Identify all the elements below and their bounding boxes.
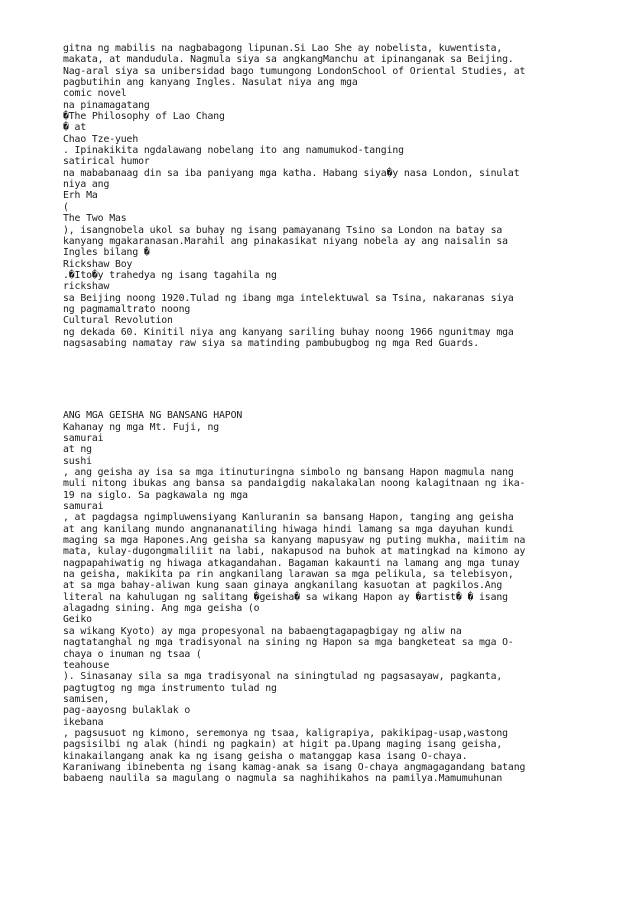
geisha-text-line: alagadng sining. Ang mga geisha (o	[63, 603, 260, 615]
geisha-text-line: , at pagdagsa ngimpluwensiyang Kanluranin sa bansang Hapon, tanging ang geisha	[63, 512, 514, 524]
geisha-text-line: literal na kahulugan ng salitang �geisha� sa wikang Hapon ay �artist� � isang	[63, 591, 508, 603]
lao-she-text-line: The Two Mas	[63, 213, 127, 225]
lao-she-text-line: ng dekada 60. Kinitil niya ang kanyang sariling buhay noong 1966 ngunitmay mga	[63, 326, 514, 338]
geisha-text-line: , pagsusuot ng kimono, seremonya ng tsaa, kaligrapiya, pakikipag-usap,wastong	[63, 727, 508, 739]
document-page	[63, 43, 583, 785]
lao-she-text-line: pagbutihin ang kanyang Ingles. Nasulat niya ang mga	[63, 77, 358, 89]
geisha-text-line: babaeng naulila sa magulang o nagmula sa naghihikahos na pamilya.Mamumuhunan	[63, 773, 503, 785]
geisha-text-line: nagpapahiwatig ng hiwaga atkagandahan. Bagaman kakaunti na lamang ang mga tunay	[63, 557, 520, 569]
geisha-text-line: nagtatanghal ng mga tradisyonal na sining ng Hapon sa mga bangketeat sa mga O-	[63, 637, 514, 649]
geisha-text-line: samurai	[63, 432, 104, 444]
lao-she-text-line: na mababanaag din sa iba paniyang mga katha. Habang siya�y nasa London, sinulat	[63, 167, 520, 179]
geisha-text-line: ikebana	[63, 716, 104, 728]
geisha-text-line: muli nitong ibukas ang bansa sa pandaigdig nakalakalan noong kalagitnaan ng ika-	[63, 478, 526, 490]
lao-she-text-line: sa Beijing noong 1920.Tulad ng ibang mga intelektuwal sa Tsina, nakaranas siya	[63, 292, 514, 304]
geisha-text-line: chaya o inuman ng tsaa (	[63, 648, 202, 660]
geisha-text-line: Kahanay ng mga Mt. Fuji, ng	[63, 421, 220, 433]
lao-she-text-line: rickshaw	[63, 281, 110, 293]
geisha-text-line: pagsisilbi ng alak (hindi ng pagkain) at higit pa.Upang maging isang geisha,	[63, 739, 503, 751]
lao-she-text-line: makata, at mandudula. Nagmula siya sa angkangManchu at ipinanganak sa Beijing.	[63, 54, 514, 66]
geisha-text-line: na geisha, makikita pa rin angkanilang larawan sa mga pelikula, sa telebisyon,	[63, 569, 514, 581]
lao-she-text-line: satirical humor	[63, 156, 150, 168]
geisha-text-line: samisen,	[63, 693, 110, 705]
section-gap	[63, 349, 583, 410]
geisha-text-line: ). Sinasanay sila sa mga tradisyonal na siningtulad ng pagsasayaw, pagkanta,	[63, 671, 503, 683]
geisha-text-line: samurai	[63, 501, 104, 513]
geisha-text-line: mata, kulay-dugongmaliliit na labi, nakapusod na buhok at matingkad na kimono ay	[63, 546, 526, 558]
lao-she-text-line: nagsasabing namatay raw siya sa matinding pambubugbog ng mga Red Guards.	[63, 337, 480, 349]
geisha-text-line: Karaniwang ibinebenta ng isang kamag-anak sa isang O-chaya angmagagandang batang	[63, 761, 526, 773]
geisha-text-line: sa wikang Kyoto) ay mga propesyonal na babaengtagapagbigay ng aliw na	[63, 625, 462, 637]
lao-she-text-line: Rickshaw Boy	[63, 258, 133, 270]
lao-she-text-line: comic novel	[63, 88, 127, 100]
geisha-text-line: teahouse	[63, 659, 110, 671]
lao-she-text-line: Cultural Revolution	[63, 315, 173, 327]
lao-she-text-line: na pinamagatang	[63, 99, 150, 111]
geisha-text-line: ANG MGA GEISHA NG BANSANG HAPON	[63, 410, 243, 422]
geisha-text-line: at ang kanilang mundo angnananatiling hiwaga hindi lamang sa mga dayuhan kundi	[63, 523, 514, 535]
lao-she-text-line: Erh Ma	[63, 190, 98, 202]
geisha-text-line: at ng	[63, 444, 92, 456]
geisha-text-line: , ang geisha ay isa sa mga itinuturingna simbolo ng bansang Hapon magmula nang	[63, 467, 514, 478]
geisha-text-line: kinakailangang anak ka ng isang geisha o matanggap kasa isang O-chaya.	[63, 750, 468, 762]
lao-she-text-line: Chao Tze-yueh	[63, 133, 139, 145]
lao-she-text-line: kanyang mgakaranasan.Marahil ang pinakasikat niyang nobela ay ang naisalin sa	[63, 235, 508, 247]
lao-she-text-line: (	[63, 201, 69, 213]
geisha-text-line: at sa mga bahay-aliwan kung saan ginaya angkanilang kasuotan at pagkilos.Ang	[63, 580, 503, 592]
geisha-text-line: sushi	[63, 455, 92, 467]
lao-she-text-line: ng pagmamaltrato noong	[63, 303, 191, 315]
lao-she-section	[63, 43, 583, 349]
lao-she-text-line: gitna ng mabilis na nagbabagong lipunan.Si Lao She ay nobelista, kuwentista,	[63, 43, 503, 54]
lao-she-text-line: � at	[63, 122, 87, 134]
geisha-text-line: Geiko	[63, 614, 92, 626]
lao-she-text-line: niya ang	[63, 179, 110, 191]
lao-she-text-line: . Ipinakikita ngdalawang nobelang ito ang namumukod-tanging	[63, 145, 404, 157]
geisha-text-line: pag-aayosng bulaklak o	[63, 705, 191, 717]
lao-she-text-line: ), isangnobela ukol sa buhay ng isang pamayanang Tsino sa London na batay sa	[63, 224, 503, 236]
geisha-text-line: pagtugtog ng mga instrumento tulad ng	[63, 682, 277, 694]
lao-she-text-line: .�Ito�y trahedya ng isang tagahila ng	[63, 269, 277, 281]
geisha-section	[63, 410, 583, 784]
lao-she-text-line: Ingles bilang �	[63, 247, 150, 259]
geisha-text-line: maging sa mga Hapones.Ang geisha sa kanyang mapusyaw ng puting mukha, maiitim na	[63, 535, 526, 547]
geisha-text-line: 19 na siglo. Sa pagkawala ng mga	[63, 489, 248, 501]
lao-she-text-line: Nag-aral siya sa unibersidad bago tumungong LondonSchool of Oriental Studies, at	[63, 65, 526, 77]
lao-she-text-line: �The Philosophy of Lao Chang	[63, 111, 225, 123]
